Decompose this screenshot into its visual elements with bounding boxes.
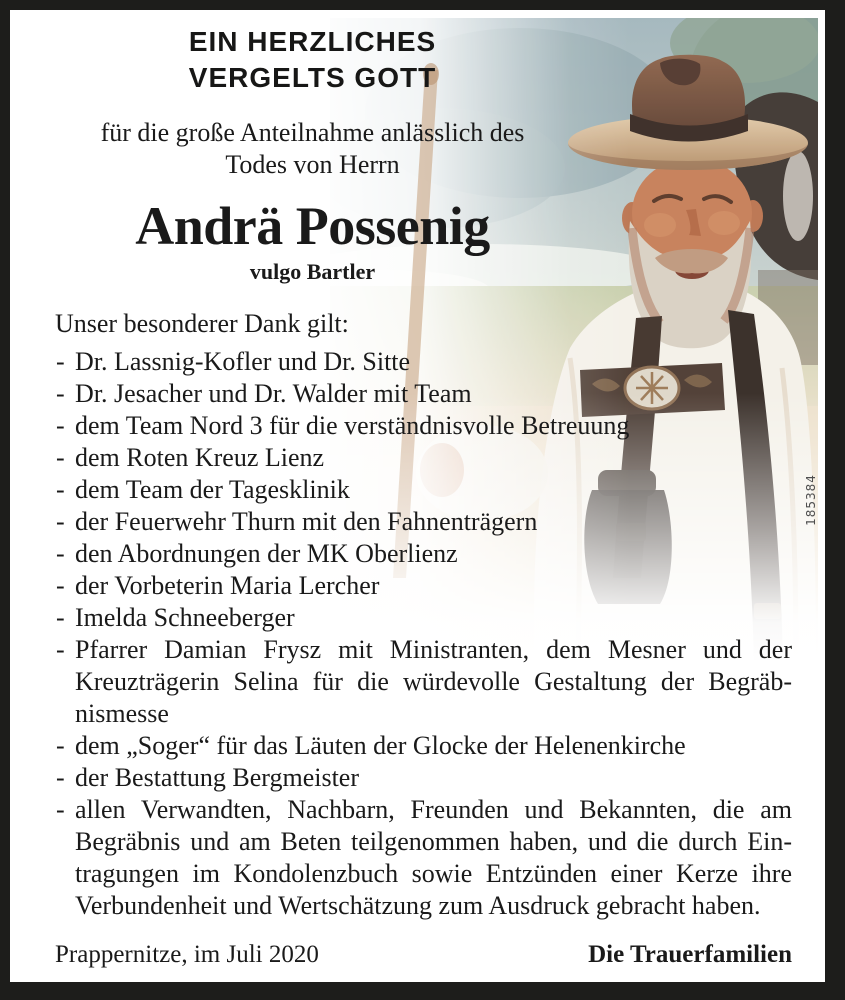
list-dash: - bbox=[56, 603, 65, 632]
list-dash: - bbox=[56, 411, 65, 440]
list-dash: - bbox=[56, 507, 65, 536]
thanks-item bbox=[55, 346, 792, 378]
thanks-intro: Unser besonderer Dank gilt: bbox=[55, 309, 349, 338]
thanks-item-text: dem „Soger“ für das Läuten der Glocke der Helenenkirche bbox=[75, 731, 686, 760]
thanks-item-text: dem Roten Kreuz Lienz bbox=[75, 443, 325, 472]
headline-line-1: EIN HERZLICHES bbox=[188, 26, 437, 57]
vulgo-name: vulgo Bartler bbox=[249, 259, 376, 284]
thanks-item bbox=[55, 506, 792, 538]
intro-line-2: Todes von Herrn bbox=[225, 150, 400, 179]
print-serial-number: 185384 bbox=[804, 474, 818, 526]
headline-line-2: VERGELTS GOTT bbox=[188, 62, 437, 93]
thanks-item bbox=[55, 602, 792, 634]
list-dash: - bbox=[56, 443, 65, 472]
thanks-item-text: der Vorbeterin Maria Lercher bbox=[75, 571, 380, 600]
thanks-item-text: der Bestattung Bergmeister bbox=[75, 763, 360, 792]
thanks-item-text: dem Team der Tagesklinik bbox=[75, 475, 350, 504]
thanks-item bbox=[55, 730, 792, 762]
thanks-item-text: Dr. Lassnig-Kofler und Dr. Sitte bbox=[75, 347, 411, 376]
thanks-item bbox=[55, 410, 792, 442]
thanks-item bbox=[55, 474, 792, 506]
thanks-item-text: Imelda Schneeberger bbox=[75, 603, 295, 632]
thanks-list bbox=[55, 346, 792, 922]
list-dash: - bbox=[56, 379, 65, 408]
thanks-item bbox=[55, 762, 792, 794]
deceased-name: Andrä Possenig bbox=[135, 196, 490, 256]
notice-content bbox=[10, 10, 825, 982]
thanks-item-text: Pfarrer Damian Frysz mit Ministranten, dem Mesner und der Kreuzträgerin Selina für die würdevolle Gestaltung der Begräbnismesse bbox=[75, 635, 792, 728]
list-dash: - bbox=[56, 763, 65, 792]
list-dash: - bbox=[56, 475, 65, 504]
headline bbox=[55, 24, 570, 96]
list-dash: - bbox=[56, 571, 65, 600]
notice-header bbox=[55, 24, 570, 286]
intro-text bbox=[55, 117, 570, 181]
list-dash: - bbox=[56, 347, 65, 376]
list-dash: - bbox=[56, 539, 65, 568]
notice-footer bbox=[55, 940, 792, 970]
card-inner bbox=[10, 10, 825, 982]
thanks-item bbox=[55, 378, 792, 410]
thanks-item-text: dem Team Nord 3 für die verständnisvolle Betreuung bbox=[75, 411, 630, 440]
list-dash: - bbox=[56, 635, 65, 664]
thanks-item-text: der Feuerwehr Thurn mit den Fahnenträgern bbox=[75, 507, 538, 536]
thanks-item-text: Dr. Jesacher und Dr. Walder mit Team bbox=[75, 379, 472, 408]
thanks-item bbox=[55, 538, 792, 570]
list-dash: - bbox=[56, 731, 65, 760]
thanks-item-text: allen Verwandten, Nachbarn, Freunden und Bekannten, die am Begräbnis und am Beten teilgenommen haben, und die durch Eintragungen im Kondolenzbuch sowie Entzünden einer Kerze ihre Verbundenheit und Wertschätzung zum Ausdruck gebracht haben. bbox=[75, 795, 792, 920]
intro-line-1: für die große Anteilnahme anlässlich des bbox=[100, 118, 525, 147]
mourning-families-signature: Die Trauerfamilien bbox=[588, 941, 792, 968]
thanks-item bbox=[55, 634, 792, 730]
list-dash: - bbox=[56, 795, 65, 824]
place-date: Prappernitze, im Juli 2020 bbox=[55, 941, 319, 968]
thanks-item bbox=[55, 794, 792, 922]
thanks-item-text: den Abordnungen der MK Oberlienz bbox=[75, 539, 458, 568]
thanks-item bbox=[55, 570, 792, 602]
thanks-item bbox=[55, 442, 792, 474]
